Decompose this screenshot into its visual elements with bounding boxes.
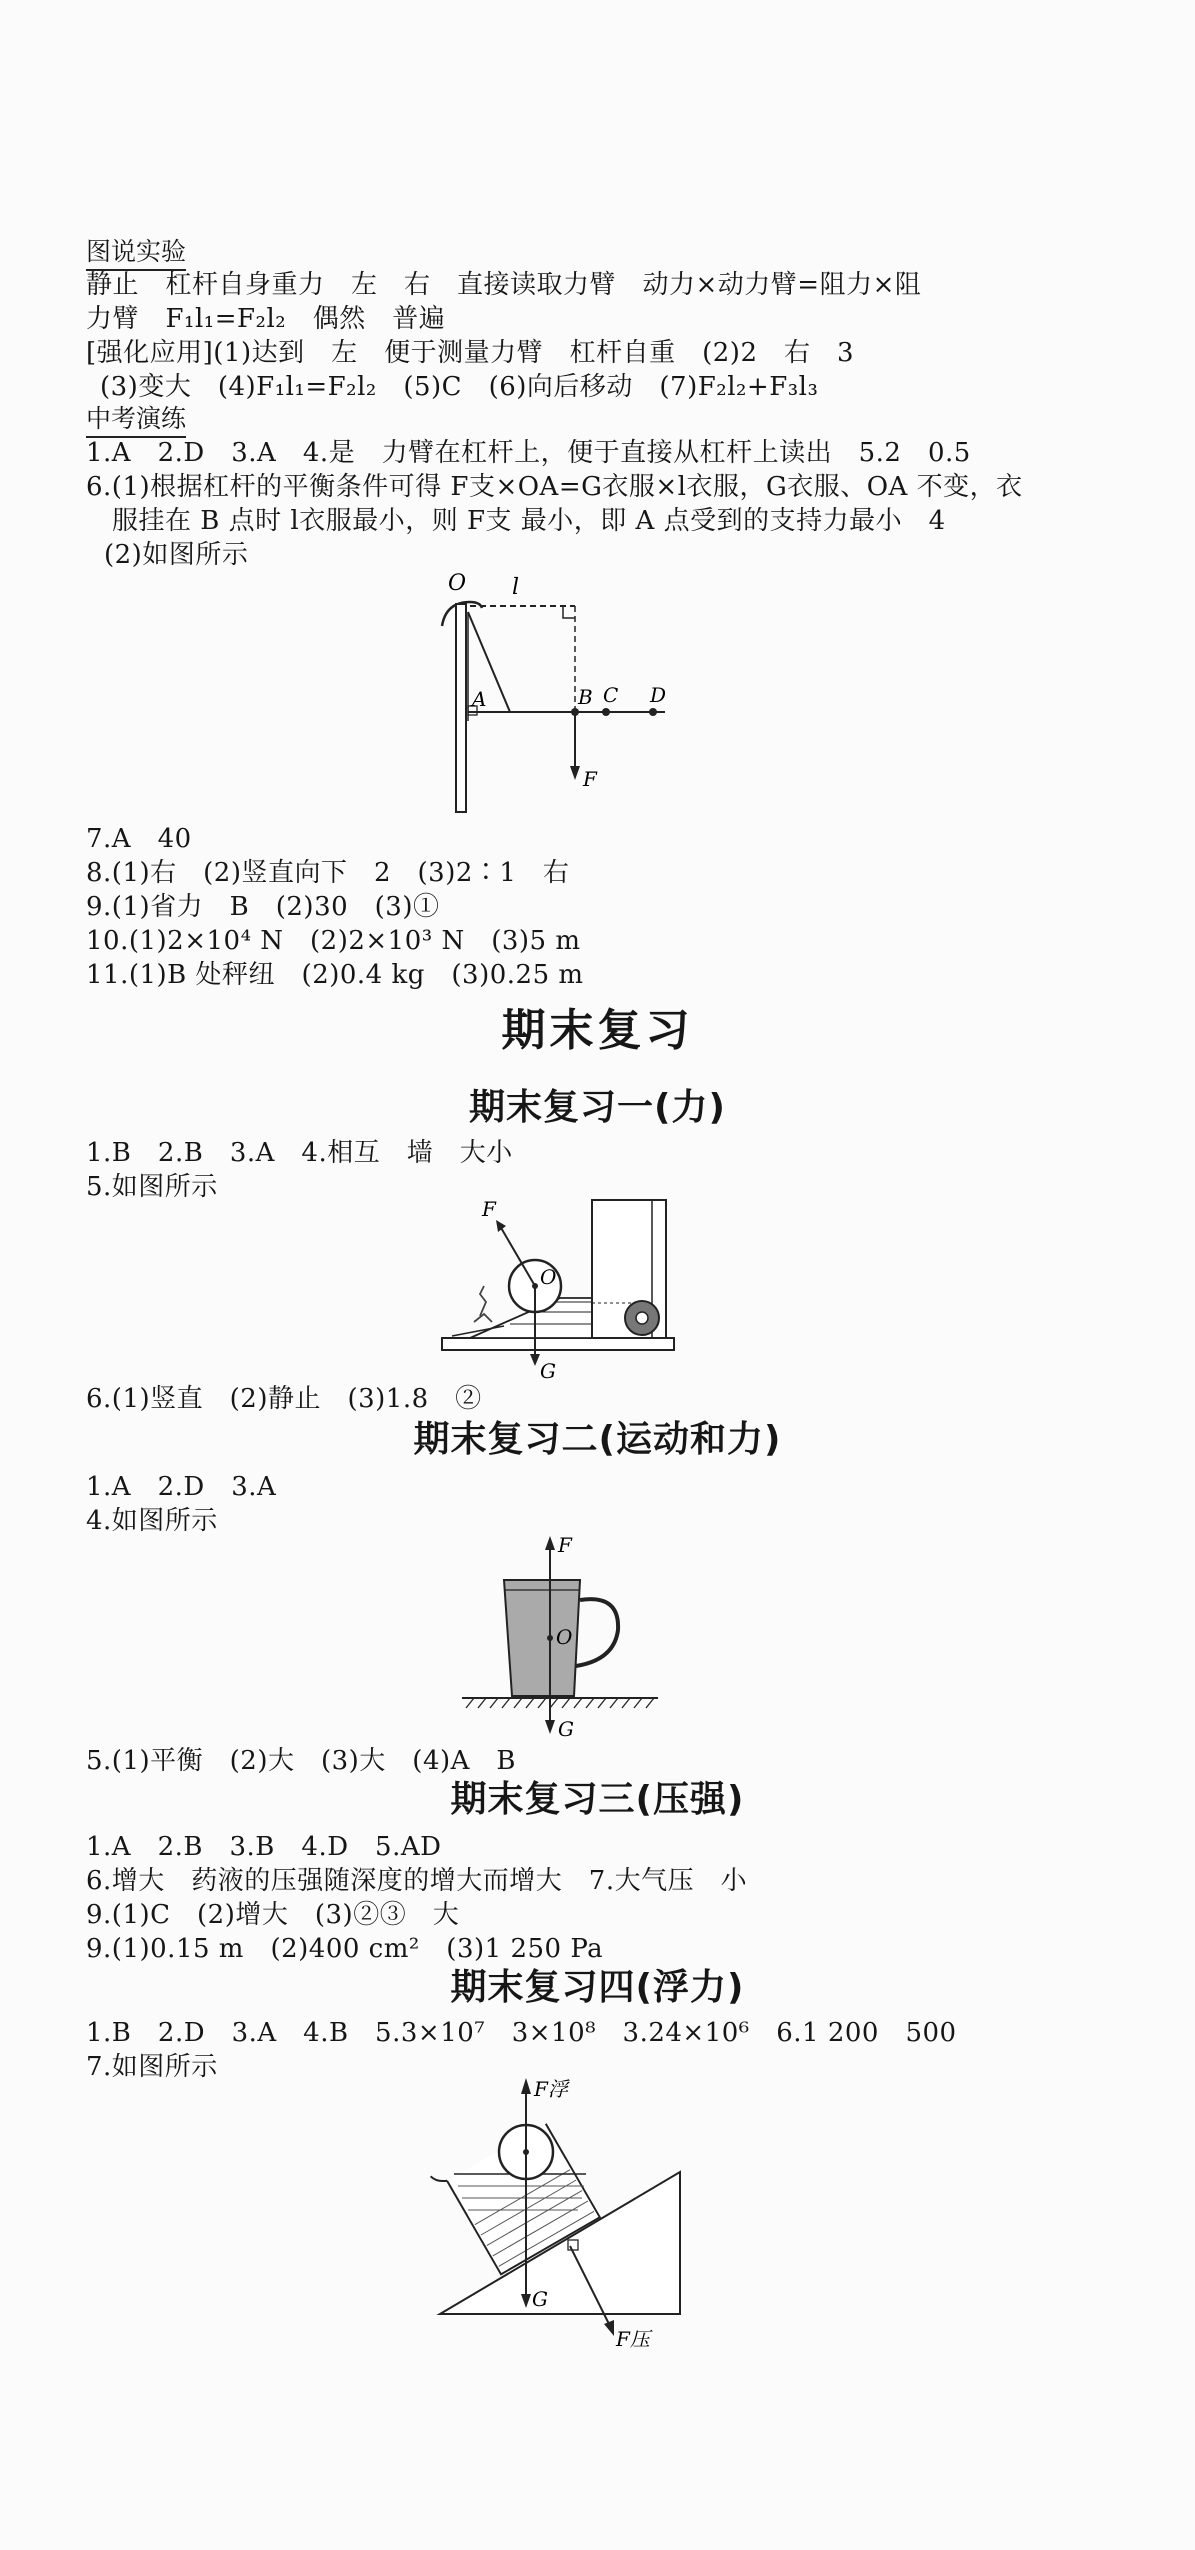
answer-line: 服挂在 B 点时 l衣服最小，则 F支 最小，即 A 点受到的支持力最小 4 xyxy=(112,506,946,536)
answer-line: 1.A 2.D 3.A 4.是 力臂在杠杆上，便于直接从杠杆上读出 5.2 0.5 xyxy=(86,438,971,468)
label-F: F xyxy=(583,767,597,791)
label-D: D xyxy=(650,683,667,707)
answer-line: 力臂 F₁l₁=F₂l₂ 偶然 普遍 xyxy=(86,304,446,334)
answer-line: (3)变大 (4)F₁l₁=F₂l₂ (5)C (6)向后移动 (7)F₂l₂+F₃l₃ xyxy=(100,372,819,402)
label-F: F xyxy=(558,1533,572,1557)
answer-line: 10.(1)2×10⁴ N (2)2×10³ N (3)5 m xyxy=(86,926,581,956)
label-A: A xyxy=(472,687,487,711)
label-G: G xyxy=(558,1717,574,1741)
answer-line: 9.(1)省力 B (2)30 (3)① xyxy=(86,892,440,922)
label-G: G xyxy=(532,2287,548,2311)
chapter-title: 期末复习 xyxy=(501,1005,694,1056)
label-F-float: F浮 xyxy=(534,2077,568,2101)
label-l: l xyxy=(512,575,520,600)
answer-line: 4.如图所示 xyxy=(86,1506,218,1536)
answer-line: 8.(1)右 (2)竖直向下 2 (3)2∶1 右 xyxy=(86,858,570,888)
buoyancy-force-diagram xyxy=(436,2074,686,2354)
label-B: B xyxy=(578,685,593,709)
section-header-illustrated-experiment: 图说实验 xyxy=(86,236,186,271)
cup-force-diagram xyxy=(462,1530,662,1742)
answer-line: 9.(1)0.15 m (2)400 cm² (3)1 250 Pa xyxy=(86,1934,604,1964)
answer-line: 6.(1)竖直 (2)静止 (3)1.8 ② xyxy=(86,1384,482,1414)
answer-line: 6.(1)根据杠杆的平衡条件可得 F支×OA=G衣服×l衣服，G衣服、OA 不变，衣 xyxy=(86,472,1023,502)
answer-line: 1.A 2.D 3.A xyxy=(86,1472,277,1502)
answer-line: 9.(1)C (2)增大 (3)②③ 大 xyxy=(86,1900,460,1930)
label-O: O xyxy=(540,1265,557,1289)
section-title: 期末复习四(浮力) xyxy=(450,1967,745,2008)
answer-line: 11.(1)B 处秤纽 (2)0.4 kg (3)0.25 m xyxy=(86,960,584,990)
label-F: F xyxy=(482,1197,496,1221)
label-O: O xyxy=(448,571,467,596)
label-F-press: F压 xyxy=(616,2327,650,2351)
answer-line: (2)如图所示 xyxy=(104,540,249,570)
answer-line: [强化应用](1)达到 左 便于测量力臂 杠杆自重 (2)2 右 3 xyxy=(86,338,855,368)
answer-line: 1.B 2.D 3.A 4.B 5.3×10⁷ 3×10⁸ 3.24×10⁶ 6.1 200 500 xyxy=(86,2018,957,2048)
label-G: G xyxy=(540,1359,556,1383)
answer-line: 1.B 2.B 3.A 4.相互 墙 大小 xyxy=(86,1138,513,1168)
wheel-force-diagram xyxy=(440,1198,680,1388)
answer-line: 7.如图所示 xyxy=(86,2052,218,2082)
lever-diagram xyxy=(420,566,710,826)
answer-line: 静止 杠杆自身重力 左 右 直接读取力臂 动力×动力臂=阻力×阻 xyxy=(86,270,922,300)
answer-line: 5.如图所示 xyxy=(86,1172,218,1202)
section-header-exam-practice: 中考演练 xyxy=(86,403,186,438)
answer-line: 5.(1)平衡 (2)大 (3)大 (4)A B xyxy=(86,1746,517,1776)
label-O: O xyxy=(556,1625,573,1649)
answer-line: 7.A 40 xyxy=(86,824,192,854)
label-C: C xyxy=(603,683,619,707)
section-title: 期末复习二(运动和力) xyxy=(413,1419,782,1460)
answer-line: 1.A 2.B 3.B 4.D 5.AD xyxy=(86,1832,442,1862)
answer-line: 6.增大 药液的压强随深度的增大而增大 7.大气压 小 xyxy=(86,1866,748,1896)
section-title: 期末复习三(压强) xyxy=(450,1779,745,1820)
section-title: 期末复习一(力) xyxy=(469,1087,726,1128)
